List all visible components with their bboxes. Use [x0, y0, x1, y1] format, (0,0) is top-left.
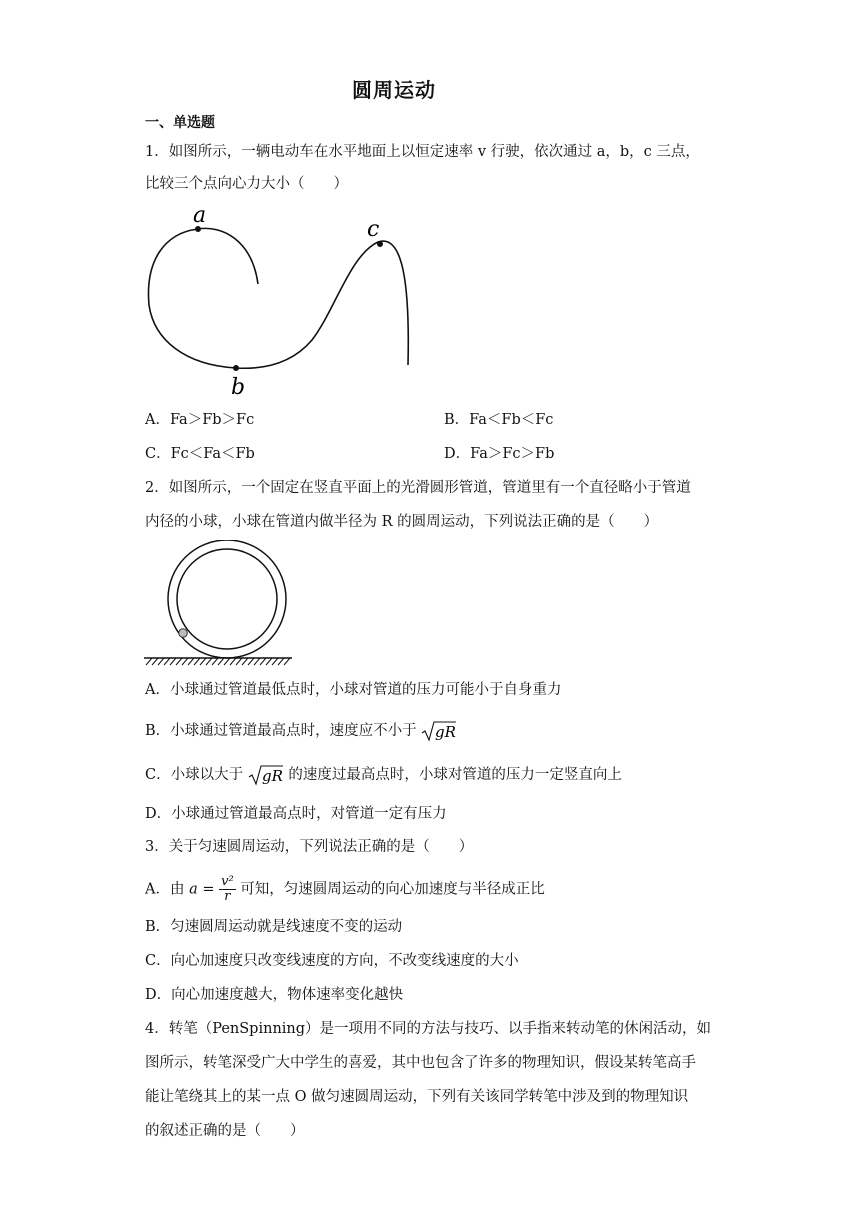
q3-option-a [145, 875, 545, 904]
q2-option-c-text-pre: C．小球以大于 [145, 767, 244, 783]
q2-tube-inner [177, 549, 277, 649]
q2-stem-line2: 内径的小球，小球在管道内做半径为 R 的圆周运动，下列说法正确的是（ ） [145, 514, 659, 530]
page-title: 圆周运动 [352, 78, 436, 102]
q3-formula-denominator: r [224, 889, 231, 904]
q3-formula-fraction [219, 875, 236, 904]
q3-option-a-text-pre: A．由 [145, 881, 185, 898]
q2-option-c-text-post: 的速度过最高点时，小球对管道的压力一定竖直向上 [288, 767, 622, 783]
q4-stem-line3: 能让笔绕其上的某一点 O 做匀速圆周运动，下列有关该同学转笔中涉及到的物理知识 [145, 1089, 689, 1105]
q3-stem: 3．关于匀速圆周运动，下列说法正确的是（ ） [145, 839, 474, 855]
q3-option-a-text-post: 可知，匀速圆周运动的向心加速度与半径成正比 [240, 881, 545, 898]
q1-track-curve [148, 228, 408, 368]
q2-option-a: A．小球通过管道最低点时，小球对管道的压力可能小于自身重力 [145, 682, 562, 698]
q2-option-c [145, 764, 622, 786]
q2-ball [179, 629, 188, 638]
q4-stem-line1: 4．转笔（PenSpinning）是一项用不同的方法与技巧、以手指来转动笔的休闲活动，如 [145, 1021, 712, 1037]
q3-formula-lhs: a = [189, 881, 215, 898]
q2-figure-tube [140, 540, 300, 668]
q1-label-b: b [231, 375, 246, 400]
q4-stem-line2: 图所示，转笔深受广大中学生的喜爱，其中也包含了许多的物理知识，假设某转笔高手 [145, 1055, 696, 1071]
q2-option-b-radicand: gR [435, 723, 457, 741]
q2-option-c-radicand: gR [261, 767, 283, 785]
q2-tube-outer [168, 540, 286, 658]
q2-stem-line1: 2．如图所示，一个固定在竖直平面上的光滑圆形管道，管道里有一个直径略小于管道 [145, 480, 691, 496]
q2-option-b [145, 720, 457, 742]
q1-stem-line2: 比较三个点向心力大小（ ） [145, 176, 348, 192]
q3-option-d: D．向心加速度越大，物体速率变化越快 [145, 987, 404, 1003]
q2-option-d: D．小球通过管道最高点时，对管道一定有压力 [145, 806, 447, 822]
q3-option-b: B．匀速圆周运动就是线速度不变的运动 [145, 919, 403, 935]
q1-stem-line1: 1．如图所示，一辆电动车在水平地面上以恒定速率 v 行驶，依次通过 a，b，c 三点， [145, 144, 700, 160]
q1-option-a: A．Fa＞Fb＞Fc [145, 412, 255, 428]
q2-option-b-text: B．小球通过管道最高点时，速度应不小于 [145, 723, 417, 739]
q1-option-c: C．Fc＜Fa＜Fb [145, 446, 255, 462]
q1-option-d: D．Fa＞Fc＞Fb [444, 446, 555, 462]
q2-option-c-sqrt [248, 764, 284, 786]
q3-option-c: C．向心加速度只改变线速度的方向，不改变线速度的大小 [145, 953, 519, 969]
q1-point-b [233, 365, 239, 371]
q2-option-b-sqrt [421, 720, 457, 742]
q1-option-b: B．Fa＜Fb＜Fc [444, 412, 554, 428]
section-heading: 一、单选题 [145, 115, 215, 131]
q1-label-c: c [367, 217, 380, 242]
q1-figure-track [140, 200, 430, 400]
q4-stem-line4: 的叙述正确的是（ ） [145, 1123, 305, 1139]
q2-ground-hatch [146, 658, 290, 665]
q1-label-a: a [193, 203, 207, 228]
q3-formula-numerator: v² [221, 874, 234, 889]
